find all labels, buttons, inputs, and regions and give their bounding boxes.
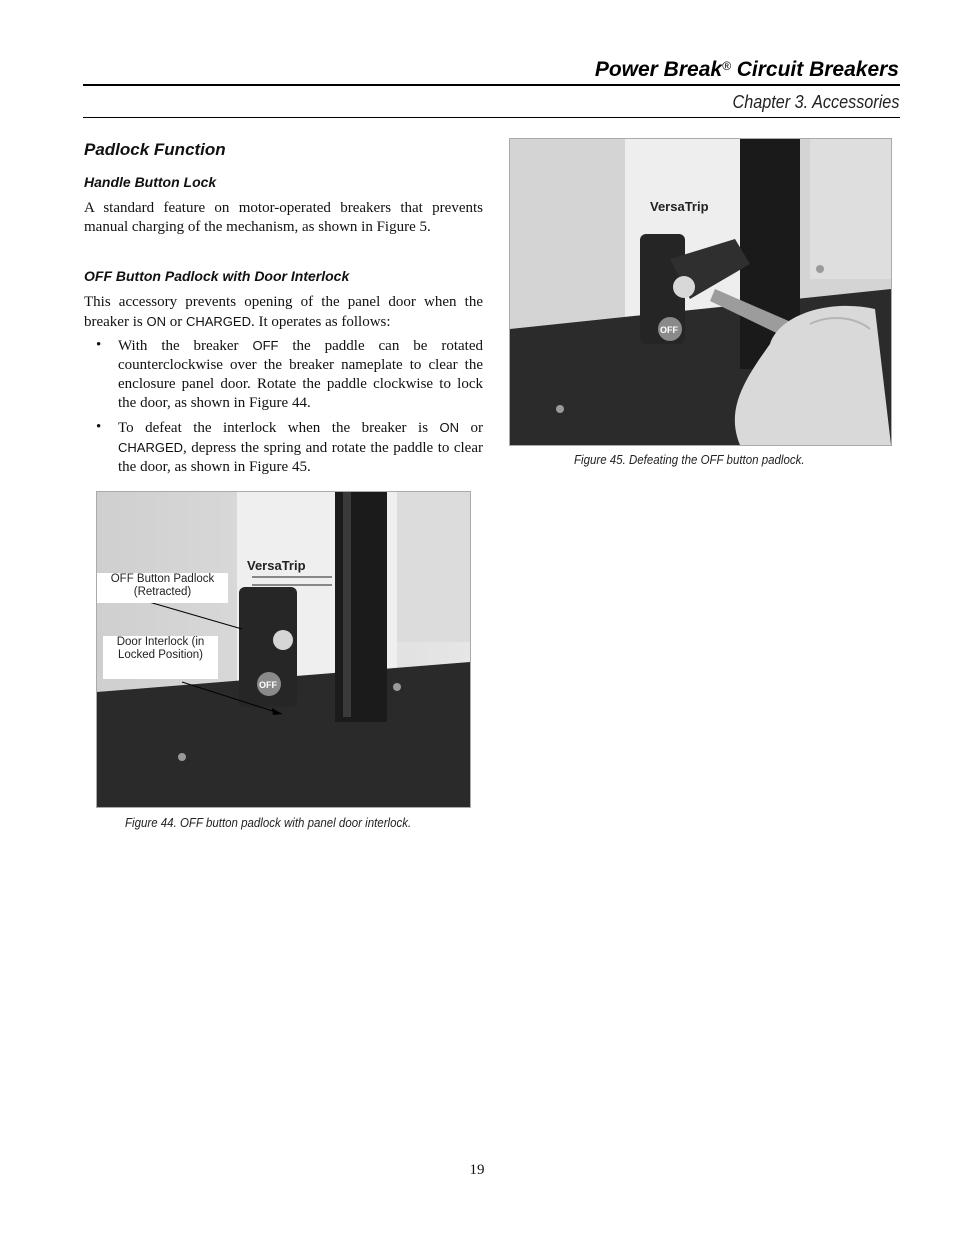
off-button-label: OFF (259, 680, 277, 690)
figure-45-photo (509, 138, 892, 446)
subheading-handle-button-lock: Handle Button Lock (84, 174, 217, 190)
subheading-off-button-padlock: OFF Button Padlock with Door Interlock (84, 268, 350, 284)
nameplate-brand: VersaTrip (650, 199, 709, 214)
header-rule-bottom (83, 117, 900, 118)
figure-45-illustration (510, 139, 891, 445)
section-heading: Padlock Function (84, 140, 226, 159)
figure-44-caption: Figure 44. OFF button padlock with panel door interlock. (125, 816, 412, 830)
bullet-marker: • (96, 419, 102, 435)
paragraph-off-button-padlock: This accessory prevents opening of the panel door when the breaker is ON or CHARGED. It operates as follows: (84, 294, 483, 330)
callout-off-button-padlock: OFF Button Padlock (Retracted) (97, 573, 228, 603)
list-item: • To defeat the interlock when the breaker is ON or CHARGED, depress the spring and rotate the paddle to clear the door, as shown in Figure 45. (96, 419, 483, 475)
header-rule-top (83, 84, 900, 86)
paragraph-handle-button-lock: A standard feature on motor-operated breakers that prevents manual charging of the mechanism, as shown in Figure 5. (84, 200, 483, 235)
figure-45-caption: Figure 45. Defeating the OFF button padlock. (574, 453, 805, 467)
document-title: Power Break® Circuit Breakers (594, 58, 899, 81)
list-item: • With the breaker OFF the paddle can be rotated counterclockwise over the breaker nameplate to clear the enclosure panel door. Rotate the paddle clockwise to lock the door, as shown in Figure 44. (96, 337, 483, 411)
page-number: 19 (469, 1162, 485, 1178)
chapter-title: Chapter 3. Accessories (732, 92, 899, 112)
callout-door-interlock: Door Interlock (in Locked Position) (103, 636, 218, 679)
off-button-label: OFF (660, 325, 678, 335)
bullet-list (84, 336, 483, 482)
bullet-marker: • (96, 337, 102, 353)
figure-44-photo (96, 491, 471, 808)
nameplate-brand: VersaTrip (247, 558, 306, 573)
